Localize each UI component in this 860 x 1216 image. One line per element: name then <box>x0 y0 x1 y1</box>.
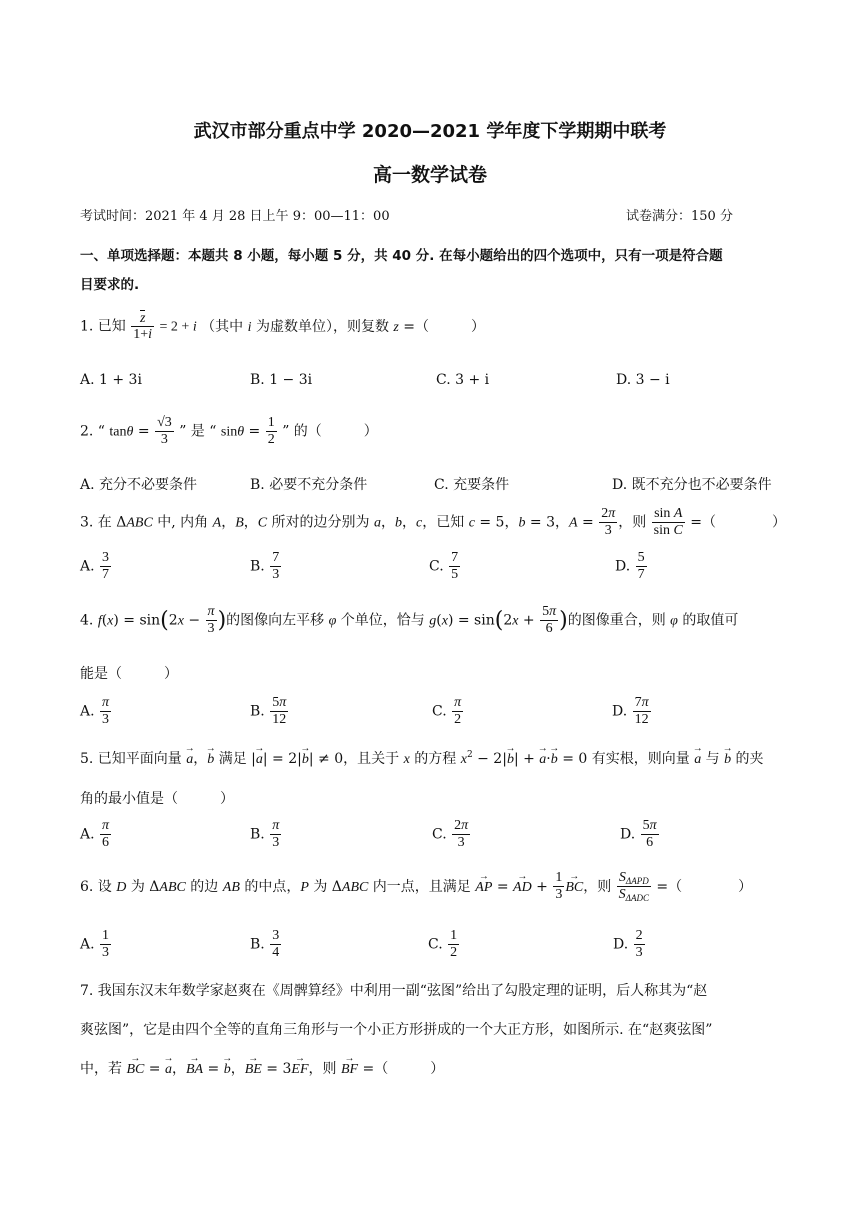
q5-option-c: C. $\frac{2\pi}{3}$ <box>432 818 469 851</box>
question-3: 3. 在 ΔABC 中, 内角 A，B，C 所对的边分别为 a，b，c，已知 c = 5，b = 3，A = $\frac{2\pi}{3}$ ，则 $\frac{\text{sin A}}{\text{sin C}}$ =（ ） <box>80 506 787 539</box>
q4-line2: 能是（ ） <box>80 666 178 682</box>
q3-option-b: B. $\frac{7}{3}$ <box>250 550 280 583</box>
q1-option-b: B. 1 − 3i <box>250 372 313 388</box>
q4-option-d: D. $\frac{7\pi}{12}$ <box>612 695 649 728</box>
q6-option-c: C. $\frac{1}{2}$ <box>428 928 458 961</box>
q1-option-c: C. 3 + i <box>436 372 490 388</box>
q1-option-d: D. 3 − i <box>616 372 670 388</box>
q4-option-c: C. $\frac{\pi}{2}$ <box>432 695 462 728</box>
q6-option-d: D. $\frac{2}{3}$ <box>613 928 643 961</box>
exam-subtitle: 高一数学试卷 <box>372 164 487 186</box>
question-7-line1: 7. 我国东汉末年数学家赵爽在《周髀算经》中利用一副“弦图”给出了勾股定理的证明，后人称其为“赵 <box>80 983 708 999</box>
question-7-line3: 中，若 → BC = → a，→ BA = → b，→ BE = 3→ EF，则 → BF =（ ） <box>80 1058 444 1078</box>
section-heading-line2: 目要求的. <box>80 277 140 293</box>
q3-option-c: C. $\frac{7}{5}$ <box>429 550 459 583</box>
q2-option-a: A. 充分不必要条件 <box>80 477 198 493</box>
q3-option-d: D. $\frac{5}{7}$ <box>615 550 645 583</box>
q2-option-b: B. 必要不充分条件 <box>250 477 368 493</box>
q5-line2: 角的最小值是（ ） <box>80 791 234 807</box>
question-4: 4. f(x) = sin(2x − $\frac{\pi}{3}$ )的图像向左平移 φ 个单位，恰与 g(x) = sin(2x + $\frac{5\pi}{6}$ )的图像重合，则 φ 的取值可 <box>80 604 739 637</box>
exam-title: 武汉市部分重点中学 2020—2021 学年度下学期期中联考 <box>193 121 667 142</box>
full-score: 试卷满分：150 分 <box>626 209 733 224</box>
q3-option-a: A. $\frac{3}{7}$ <box>80 550 110 583</box>
q5-option-d: D. $\frac{5\pi}{6}$ <box>620 818 657 851</box>
q6-option-a: A. $\frac{1}{3}$ <box>80 928 110 961</box>
exam-time: 考试时间：2021 年 4 月 28 日上午 9：00—11：00 <box>80 209 390 224</box>
q6-option-b: B. $\frac{3}{4}$ <box>250 928 280 961</box>
q1-fraction: $\frac{z}{1+i}$ <box>133 311 153 343</box>
section-heading-line1: 一、单项选择题：本题共 8 小题，每小题 5 分，共 40 分. 在每小题给出的四个选项中，只有一项是符合题 <box>80 248 723 264</box>
q4-option-b: B. $\frac{5\pi}{12}$ <box>250 695 287 728</box>
q5-option-b: B. $\frac{\pi}{3}$ <box>250 818 280 851</box>
question-2: 2. “ tanθ = $\frac{√3}{3}$ ” 是 “ sinθ = $\frac{1}{2}$ ” 的（ ） <box>80 415 378 448</box>
q2-option-d: D. 既不充分也不必要条件 <box>612 477 772 493</box>
question-5: 5. 已知平面向量 → a，→ b 满足 |→ a| = 2|→ b| ≠ 0，且关于 x 的方程 $x^2 - 2|\to b|$ + → a·→ b = 0 有实根，则向量 → a 与 → b 的夹 <box>80 748 764 768</box>
q4-option-a: A. $\frac{\pi}{3}$ <box>80 695 110 728</box>
question-1: 1. 已知 $\frac{z}{1+i}$ = 2 + i （其中 i 为虚数单位），则复数 z =（ ） <box>80 311 486 343</box>
question-7-line2: 爽弦图”，它是由四个全等的直角三角形与一个小正方形拼成的一个大正方形，如图所示. 在“赵爽弦图” <box>80 1022 713 1038</box>
q2-option-c: C. 充要条件 <box>434 477 510 493</box>
q1-prefix: 1. 已知 <box>80 318 126 335</box>
q5-option-a: A. $\frac{\pi}{6}$ <box>80 818 110 851</box>
question-6: 6. 设 D 为 ΔABC 的边 AB 的中点，P 为 ΔABC 内一点，且满足 → AP = → AD + $\frac{1}{3}$ → BC，则 $\frac{S_{\Delta APD}}{S_{\Delta ADC}}$ =（ ） <box>80 870 752 904</box>
q1-option-a: A. 1 + 3i <box>80 372 142 388</box>
